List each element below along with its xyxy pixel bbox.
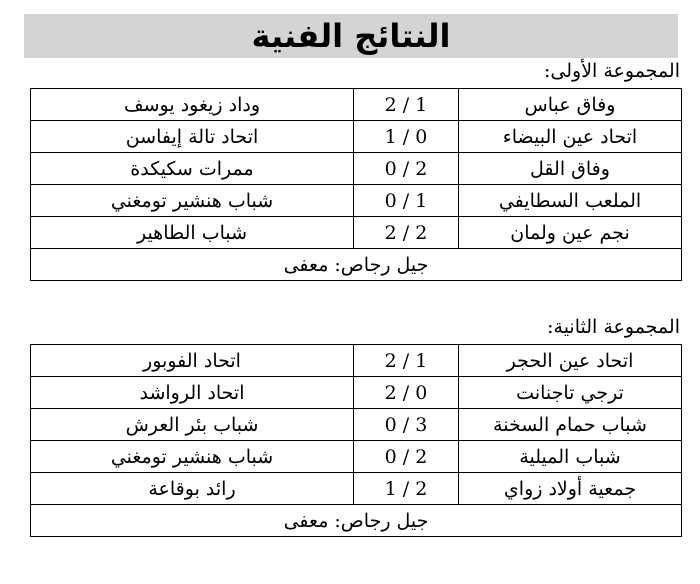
home-team: اتحاد عين الحجر: [459, 345, 682, 377]
home-team: اتحاد عين البيضاء: [459, 121, 682, 153]
away-team: شباب الطاهير: [31, 217, 354, 249]
exempt-row: [31, 505, 682, 537]
table-row: [31, 89, 682, 121]
group-1-label: المجموعة الأولى:: [544, 60, 680, 82]
away-team: ممرات سكيكدة: [31, 153, 354, 185]
table-row: [31, 473, 682, 505]
home-team: شباب الميلية: [459, 441, 682, 473]
home-team: شباب حمام السخنة: [459, 409, 682, 441]
exempt-team: جيل رجاص: معفى: [31, 505, 682, 537]
group-2-results-table: [30, 344, 682, 537]
page-title: النتائج الفنية: [251, 17, 451, 55]
home-team: جمعية أولاد زواي: [459, 473, 682, 505]
score: 2 / 2: [354, 217, 459, 249]
away-team: وداد زيغود يوسف: [31, 89, 354, 121]
home-team: ترجي تاجنانت: [459, 377, 682, 409]
home-team: الملعب السطايفي: [459, 185, 682, 217]
score: 1 / 2: [354, 473, 459, 505]
table-row: [31, 441, 682, 473]
away-team: اتحاد الفوبور: [31, 345, 354, 377]
exempt-team: جيل رجاص: معفى: [31, 249, 682, 281]
score: 0 / 2: [354, 153, 459, 185]
score: 1 / 0: [354, 121, 459, 153]
score: 2 / 1: [354, 89, 459, 121]
group-1-results-table: [30, 88, 682, 281]
away-team: رائد بوقاعة: [31, 473, 354, 505]
away-team: شباب بئر العرش: [31, 409, 354, 441]
home-team: وفاق القل: [459, 153, 682, 185]
table-row: [31, 409, 682, 441]
score: 2 / 0: [354, 377, 459, 409]
score: 2 / 1: [354, 345, 459, 377]
away-team: اتحاد الرواشد: [31, 377, 354, 409]
table-row: [31, 121, 682, 153]
exempt-row: [31, 249, 682, 281]
table-row: [31, 185, 682, 217]
title-banner: [24, 14, 678, 58]
table-row: [31, 153, 682, 185]
table-row: [31, 377, 682, 409]
table-row: [31, 345, 682, 377]
away-team: شباب هنشير تومغني: [31, 185, 354, 217]
home-team: نجم عين ولمان: [459, 217, 682, 249]
score: 0 / 2: [354, 441, 459, 473]
away-team: اتحاد تالة إيفاسن: [31, 121, 354, 153]
score: 0 / 3: [354, 409, 459, 441]
group-2-label: المجموعة الثانية:: [547, 316, 680, 338]
score: 0 / 1: [354, 185, 459, 217]
away-team: شباب هنشير تومغني: [31, 441, 354, 473]
home-team: وفاق عباس: [459, 89, 682, 121]
table-row: [31, 217, 682, 249]
